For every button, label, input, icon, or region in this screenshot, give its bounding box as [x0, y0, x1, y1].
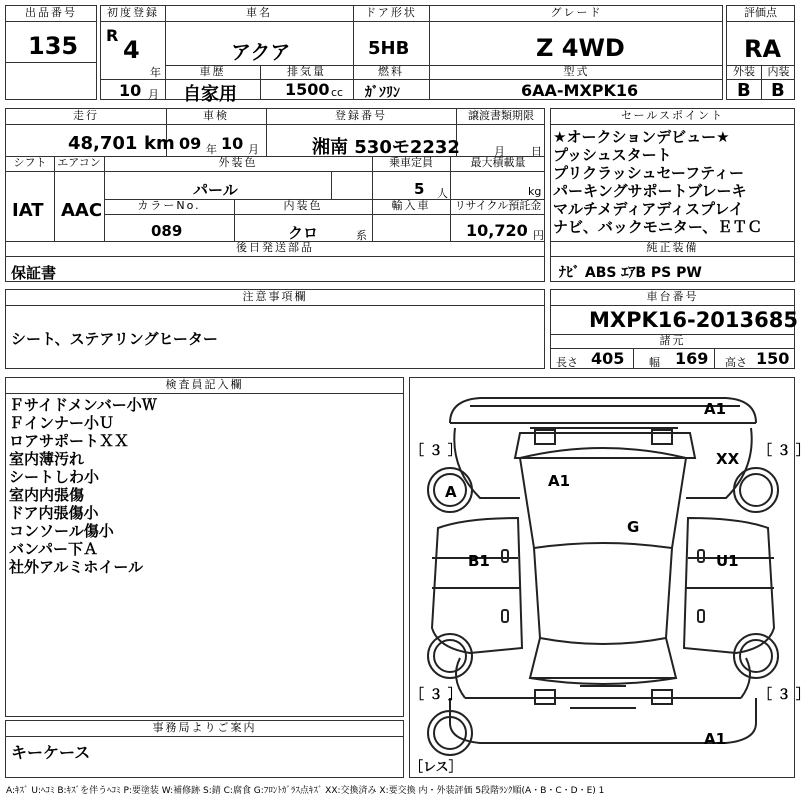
- height: 150: [756, 349, 790, 368]
- notes: シート、ステアリングヒーター: [11, 330, 218, 348]
- color-number: 089: [151, 222, 183, 240]
- sales-item: マルチメディアディスプレイ: [553, 200, 744, 218]
- int-color: クロ: [288, 224, 319, 242]
- model-label: 型式: [563, 65, 590, 78]
- lot-label: 出品番号: [25, 6, 77, 19]
- mark-front: A1: [704, 400, 727, 418]
- chassis-label: 車台番号: [646, 290, 699, 303]
- ext-label: 外装: [733, 65, 755, 78]
- ac: AAC: [61, 200, 103, 221]
- inspector-item: Ｆインナー小Ｕ: [9, 414, 115, 432]
- transfer-label: 譲渡書類期限: [468, 109, 534, 122]
- inspector-item: 室内内張傷: [9, 486, 85, 504]
- score-box: [726, 5, 795, 100]
- reg-year: 4: [123, 36, 140, 64]
- ac-label: エアコン: [57, 156, 101, 169]
- hgt-label: 高さ: [725, 356, 747, 369]
- plate-label: 登録番号: [335, 109, 387, 122]
- disp-label: 排気量: [287, 65, 326, 78]
- mileage-label: 走行: [73, 109, 99, 122]
- inspection-label: 車検: [203, 109, 229, 122]
- later-parts: 保証書: [11, 264, 57, 282]
- wid-label: 幅: [649, 356, 660, 369]
- width: 169: [675, 349, 709, 368]
- chassis-number: MXPK16-2013685: [589, 308, 798, 332]
- score: RA: [744, 35, 782, 63]
- registration-box: [100, 5, 723, 105]
- inspector-item: コンソール傷小: [9, 522, 114, 540]
- sales-list: [553, 128, 762, 236]
- mileage-unit: km: [144, 133, 175, 154]
- equipment: ﾅﾋﾞ ABS ｴｱB PS PW: [559, 265, 702, 281]
- inspector-item: バンパー下Ａ: [9, 540, 98, 558]
- damage-diagram: [409, 377, 810, 778]
- sales-item: プリクラッシュセーフティー: [553, 164, 744, 182]
- history: 自家用: [183, 84, 237, 105]
- tire-fl: ［ ３ ］: [410, 443, 462, 459]
- recycle-label: リサイクル預託金: [454, 199, 542, 212]
- dims-label: 諸元: [659, 334, 686, 347]
- plate: 湘南 530モ2232: [312, 137, 460, 158]
- reg-year-unit: 年: [150, 66, 161, 79]
- tire-spare: ［レス］: [410, 760, 462, 775]
- mark-fr: XX: [716, 450, 740, 468]
- fuel-label: 燃料: [378, 65, 404, 78]
- detail-box: [5, 108, 545, 282]
- int-label: 内装: [767, 65, 790, 78]
- ext-grade: B: [737, 80, 751, 101]
- sales-item: プッシュスタート: [553, 146, 672, 164]
- mark-right: U1: [716, 552, 739, 570]
- sales-item: ナビ、バックモニター、ＥＴＣ: [553, 218, 763, 236]
- transfer-month-unit: 月: [494, 145, 505, 158]
- inspector-list: [9, 396, 157, 576]
- sales-item: ★オークションデビュー★: [553, 128, 730, 146]
- office-label: 事務局よりご案内: [152, 721, 257, 734]
- sales-box: [550, 108, 795, 282]
- notes-label: 注意事項欄: [242, 290, 308, 303]
- len-label: 長さ: [556, 356, 578, 369]
- disp-unit: cc: [331, 86, 344, 99]
- name-label: 車名: [246, 6, 272, 19]
- mileage: 48,701: [68, 133, 138, 154]
- mark-roof: A1: [548, 472, 571, 490]
- mark-rear: A1: [704, 730, 727, 748]
- car-diagram-svg: [410, 378, 796, 779]
- notes-box: [5, 289, 545, 369]
- lot-box: [5, 5, 97, 100]
- load-label: 最大積載量: [470, 156, 526, 169]
- shift-label: シフト: [13, 156, 47, 169]
- chassis-box: [550, 289, 798, 369]
- mark-hood: G: [627, 518, 640, 536]
- office-box: [5, 720, 404, 778]
- equip-label: 純正装備: [646, 241, 699, 254]
- fuel: ｶﾞｿﾘﾝ: [365, 85, 400, 101]
- inspector-item: Ｆサイドメンバー小Ｗ: [9, 396, 157, 414]
- model: 6AA-MXPK16: [521, 81, 639, 100]
- history-label: 車歴: [199, 65, 226, 78]
- inspector-item: ドア内張傷小: [9, 504, 99, 522]
- capacity: 5: [414, 180, 425, 198]
- era: R: [106, 26, 119, 45]
- inspector-box: [5, 377, 404, 717]
- reg-label: 初度登録: [107, 6, 159, 19]
- door-type: 5HB: [368, 38, 410, 59]
- insp-year: 09: [179, 134, 202, 153]
- grade: Z 4WD: [536, 34, 625, 62]
- int-color-unit: 系: [356, 229, 367, 242]
- grade-label: グレード: [550, 6, 603, 19]
- recycle-unit: 円: [533, 229, 544, 242]
- insp-year-unit: 年: [206, 143, 217, 156]
- lot-number: 135: [28, 32, 79, 60]
- score-label: 評価点: [744, 6, 777, 19]
- inspector-item: 社外アルミホイール: [9, 558, 144, 576]
- insp-month-unit: 月: [248, 143, 259, 156]
- tire-rl: ［ ３ ］: [410, 687, 462, 703]
- displacement: 1500: [285, 80, 330, 99]
- load-unit: kg: [528, 185, 542, 198]
- inspector-label: 検査員記入欄: [165, 378, 244, 391]
- length: 405: [591, 349, 625, 368]
- inspector-item: 室内薄汚れ: [9, 450, 85, 468]
- reg-month-unit: 月: [148, 88, 159, 101]
- inspector-item: シートしわ小: [9, 468, 100, 486]
- recycle: 10,720: [466, 221, 528, 240]
- import-label: 輸入車: [391, 199, 431, 212]
- mark-left: B1: [468, 552, 490, 570]
- color-label: 外装色: [218, 156, 258, 169]
- capacity-unit: 人: [437, 187, 448, 200]
- tire-rr: ［ ３ ］: [758, 687, 810, 703]
- colorno-label: カラーNo.: [137, 199, 201, 212]
- door-label: ドア形状: [365, 6, 417, 19]
- reg-month: 10: [119, 81, 142, 100]
- office-note: キーケース: [11, 743, 91, 762]
- later-label: 後日発送部品: [236, 241, 314, 254]
- inspector-item: ロアサポートＸＸ: [9, 432, 130, 450]
- car-name: アクア: [231, 40, 291, 64]
- int-grade: B: [771, 80, 785, 101]
- sales-label: セールスポイント: [620, 109, 724, 122]
- insp-month: 10: [221, 134, 244, 153]
- shift: IAT: [12, 200, 44, 221]
- tire-fr: ［ ３ ］: [758, 443, 810, 459]
- capacity-label: 乗車定員: [389, 156, 433, 169]
- mark-fl-wheel: A: [445, 483, 457, 501]
- sales-item: パーキングサポートブレーキ: [553, 182, 747, 200]
- intcolor-label: 内装色: [283, 199, 323, 212]
- ext-color: パール: [193, 181, 238, 199]
- transfer-day-unit: 日: [531, 145, 542, 158]
- legend: A:ｷｽﾞ U:ﾍｺﾐ B:ｷｽﾞを伴うﾍｺﾐ P:要塗装 W:補修跡 S:錆 C:腐食 G:ﾌﾛﾝﾄｶﾞﾗｽ点ｷｽﾞ XX:交換済み X:要交換 内・外装評価 5段階ﾗﾝｸ順(A・B・C・D・E) 1: [6, 786, 605, 796]
